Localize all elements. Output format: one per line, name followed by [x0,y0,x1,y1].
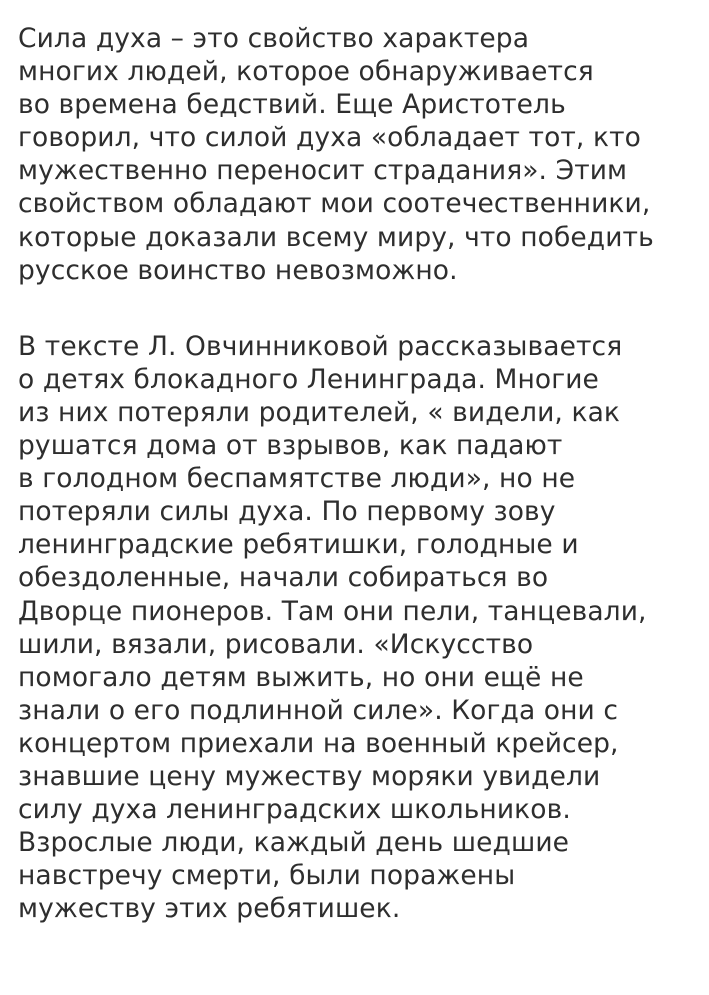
text-line: говорил, что силой духа «обладает тот, кто [18,122,641,154]
text-line: в голодном беспамятстве люди», но не [18,463,576,495]
text-line: о детях блокадного Ленинграда. Многие [18,363,599,395]
text-line: потеряли силы духа. По первому зову [18,496,556,528]
text-line: навстречу смерти, были поражены [18,860,516,892]
text-line: силу духа ленинградских школьников. [18,794,571,826]
paragraph-argument [18,330,703,926]
text-line: Взрослые люди, каждый день шедшие [18,827,570,859]
paragraph-intro [18,22,703,287]
text-line: знали о его подлинной силе». Когда они с [18,694,619,726]
text-line: свойством обладают мои соотечественники, [18,188,651,220]
text-line: из них потеряли родителей, « видели, как [18,396,621,428]
text-line: Дворце пионеров. Там они пели, танцевали, [18,595,647,627]
paragraph-spacer [18,287,703,330]
text-line: которые доказали всему миру, что победить [18,221,654,253]
essay-text [18,22,703,925]
text-line: русское воинство невозможно. [18,254,458,286]
text-line: В тексте Л. Овчинниковой рассказывается [18,330,623,362]
text-line: рушатся дома от взрывов, как падают [18,430,563,462]
text-line: знавшие цену мужеству моряки увидели [18,760,601,792]
text-line: помогало детям выжить, но они ещё не [18,661,584,693]
text-line: Сила духа – это свойство характера [18,23,530,54]
text-line: концертом приехали на военный крейсер, [18,727,619,759]
text-line: многих людей, которое обнаруживается [18,56,594,88]
text-line: ленинградские ребятишки, голодные и [18,529,579,561]
text-line: обездоленные, начали собираться во [18,562,549,594]
text-line: во времена бедствий. Еще Аристотель [18,89,566,121]
text-line: шили, вязали, рисовали. «Искусство [18,628,534,660]
text-line: мужеству этих ребятишек. [18,893,401,925]
text-line: мужественно переносит страдания». Этим [18,155,628,187]
